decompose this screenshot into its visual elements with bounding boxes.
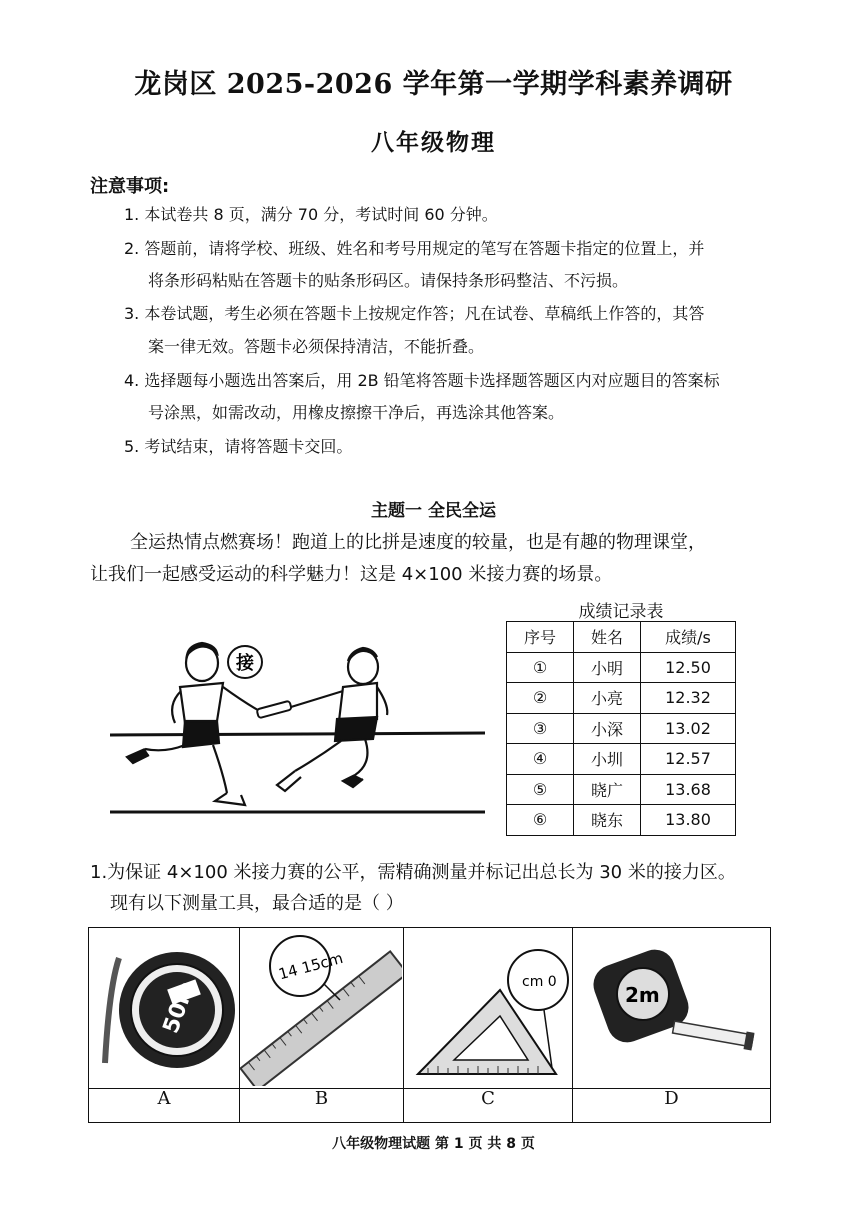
option-c-marking: cm 0	[522, 974, 557, 990]
speech-bubble	[228, 646, 262, 678]
notice-item-3-cont: 案一律无效。答题卡必须保持清洁，不能折叠。	[148, 337, 485, 356]
tool-options-grid	[88, 927, 771, 1123]
row-index: ⑤	[507, 774, 574, 805]
topic-title: 主题一 全民全运	[371, 501, 496, 521]
notice-item-3: 3. 本卷试题，考生必须在答题卡上按规定作答；凡在试卷、草稿纸上作答的，其答	[124, 304, 705, 323]
score-table	[506, 621, 736, 836]
option-a-label: A	[157, 1088, 171, 1109]
row-score: 13.68	[641, 774, 736, 805]
table-row	[507, 683, 736, 714]
option-a-marking: 50m	[158, 977, 201, 1037]
header-name: 姓名	[574, 622, 641, 653]
long-tape-measure-icon	[89, 928, 239, 1086]
row-index: ①	[507, 652, 574, 683]
row-index: ⑥	[507, 805, 574, 836]
option-b[interactable]	[240, 928, 404, 1122]
row-score: 12.32	[641, 683, 736, 714]
track-line-top	[110, 733, 485, 735]
short-tape-measure-icon	[573, 928, 769, 1086]
question-1-line1: 1.为保证 4×100 米接力赛的公平，需精确测量并标记出总长为 30 米的接力区。	[90, 862, 736, 883]
notice-heading: 注意事项:	[90, 176, 170, 197]
option-d[interactable]	[573, 928, 770, 1122]
option-d-marking: 2m	[625, 983, 660, 1007]
notice-item-4: 4. 选择题每小题选出答案后，用 2B 铅笔将答题卡选择题答题区内对应题目的答案标	[124, 371, 720, 390]
table-row	[507, 774, 736, 805]
page-subtitle: 八年级物理	[371, 129, 496, 156]
score-table-header	[507, 622, 736, 653]
row-score: 12.50	[641, 652, 736, 683]
row-index: ④	[507, 744, 574, 775]
header-index: 序号	[507, 622, 574, 653]
notice-item-4-cont: 号涂黑，如需改动，用橡皮擦擦干净后，再选涂其他答案。	[148, 403, 565, 422]
table-row	[507, 744, 736, 775]
option-c[interactable]	[404, 928, 573, 1122]
row-name: 小明	[574, 652, 641, 683]
row-score: 13.02	[641, 713, 736, 744]
option-b-label: B	[314, 1088, 329, 1109]
topic-intro-line1: 全运热情点燃赛场！跑道上的比拼是速度的较量，也是有趣的物理课堂，	[130, 532, 706, 553]
page-title: 龙岗区 2025-2026 学年第一学期学科素养调研	[134, 69, 733, 100]
row-score: 13.80	[641, 805, 736, 836]
row-name: 小深	[574, 713, 641, 744]
option-d-label: D	[664, 1088, 679, 1109]
ruler-icon	[240, 928, 402, 1086]
option-c-label: C	[481, 1088, 495, 1109]
page-footer: 八年级物理试题 第 1 页 共 8 页	[332, 1136, 535, 1152]
table-row	[507, 652, 736, 683]
set-square-icon	[404, 928, 571, 1086]
notice-item-5: 5. 考试结束，请将答题卡交回。	[124, 437, 353, 456]
row-score: 12.57	[641, 744, 736, 775]
row-name: 晓广	[574, 774, 641, 805]
baton	[257, 701, 292, 718]
notice-item-1: 1. 本试卷共 8 页，满分 70 分，考试时间 60 分钟。	[124, 205, 498, 224]
row-name: 晓东	[574, 805, 641, 836]
row-index: ③	[507, 713, 574, 744]
option-b-marking: 14 15cm	[276, 948, 345, 984]
row-index: ②	[507, 683, 574, 714]
question-1-line2: 现有以下测量工具，最合适的是（ ）	[110, 893, 404, 914]
notice-item-2: 2. 答题前，请将学校、班级、姓名和考号用规定的笔写在答题卡指定的位置上，并	[124, 239, 705, 258]
row-name: 小圳	[574, 744, 641, 775]
header-score: 成绩/s	[641, 622, 736, 653]
relay-race-illustration	[105, 625, 485, 825]
runner-right	[277, 648, 387, 791]
row-name: 小亮	[574, 683, 641, 714]
notice-item-2-cont: 将条形码粘贴在答题卡的贴条形码区。请保持条形码整洁、不污损。	[148, 271, 629, 290]
score-table-caption: 成绩记录表	[578, 602, 664, 622]
table-row	[507, 713, 736, 744]
option-a[interactable]	[89, 928, 240, 1122]
table-row	[507, 805, 736, 836]
topic-intro-line2: 让我们一起感受运动的科学魅力！这是 4×100 米接力赛的场景。	[90, 564, 613, 585]
speech-bubble-text: 接	[236, 653, 254, 674]
